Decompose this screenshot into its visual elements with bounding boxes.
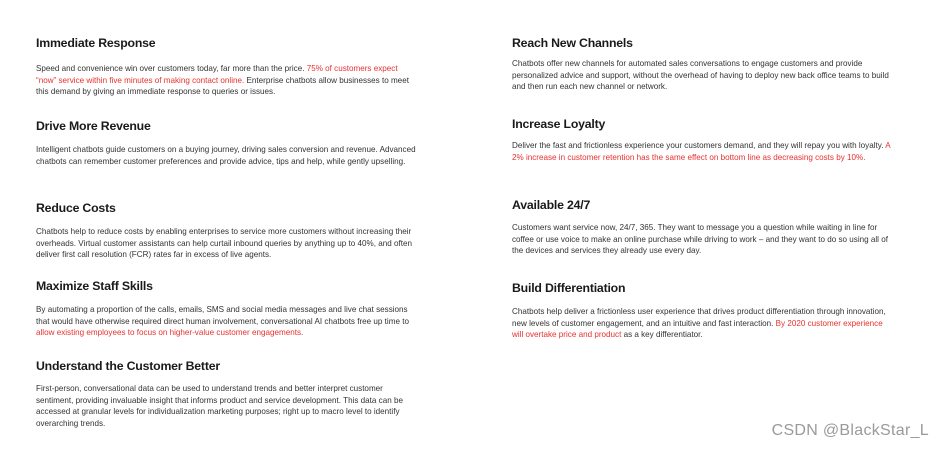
section-body: Chatbots help to reduce costs by enabling enterprises to service more customers without increasing their overheads. Virtual customer assistants can help curtail inbound queries by anything up to 40%, and often deliver first call resolution (FCR) rates far in excess of live agents. (36, 227, 412, 260)
section-body (512, 306, 892, 341)
section-available-24-7 (512, 198, 892, 257)
body-text: Speed and convenience win over customers today, far more than the price. (36, 64, 307, 73)
highlight-text: allow existing employees to focus on higher-value customer engagements (36, 328, 301, 338)
body-text: Enterprise chatbots allow businesses to meet this demand by giving an immediate response to queries or issues. (36, 75, 409, 97)
body-text: Chatbots help deliver a frictionless user experience that drives product differentiation through innovation, new levels of customer engagement, and an intuitive and fast interaction. (512, 307, 886, 328)
section-title: Build Differentiation (512, 281, 626, 295)
section-title: Maximize Staff Skills (36, 279, 153, 293)
section-title: Reach New Channels (512, 36, 633, 50)
highlight-text: A 2% increase in customer retention has the same effect on bottom line as decreasing costs by 10%. (512, 141, 891, 162)
body-text: . (301, 328, 304, 338)
section-body: Intelligent chatbots guide customers on a buying journey, driving sales conversion and revenue. Advanced chatbots can remember customer preferences and provide advice, tips and help, while gently upselling. (36, 145, 416, 166)
section-drive-more-revenue (36, 119, 416, 167)
section-understand-customer (36, 359, 416, 429)
body-text: By automating a proportion of the calls, emails, SMS and social media messages and live chat sessions that would have otherwise required direct human involvement, conversational AI chatbots free up time to (36, 305, 409, 326)
section-reach-new-channels (512, 36, 892, 93)
section-immediate-response (36, 36, 416, 98)
section-title: Immediate Response (36, 36, 156, 50)
highlight-text: By 2020 customer experience will overtake price and product (512, 318, 883, 340)
section-body (36, 304, 416, 339)
csdn-watermark: CSDN @BlackStar_L (771, 422, 929, 439)
section-maximize-staff-skills (36, 279, 416, 339)
section-title: Drive More Revenue (36, 119, 151, 133)
section-body: Chatbots offer new channels for automated sales conversations to engage customers and provide personalized advice and support, without the overhead of having to deploy new back office teams to build and then run each new channel or network. (512, 59, 889, 92)
body-text: Deliver the fast and frictionless experience your customers demand, and they will repay you with loyalty. (512, 141, 886, 150)
section-body: Customers want service now, 24/7, 365. They want to message you a question while waiting in line for coffee or use voice to make an online purchase while driving to work – and they want to do so using all of the devices and services they already use every day. (512, 223, 888, 256)
section-title: Increase Loyalty (512, 117, 606, 131)
section-title: Available 24/7 (512, 198, 591, 212)
section-increase-loyalty (512, 117, 892, 163)
section-title: Understand the Customer Better (36, 359, 220, 373)
section-title: Reduce Costs (36, 201, 116, 215)
section-build-differentiation (512, 281, 892, 341)
section-reduce-costs (36, 201, 416, 261)
section-body (36, 63, 416, 98)
section-body (512, 140, 892, 163)
highlight-text: 75% of customers expect “now” service within five minutes of making contact online. (36, 64, 398, 85)
section-body: First-person, conversational data can be used to understand trends and better interpret customer sentiment, providing invaluable insight that informs product and service development. This data can be accessed at granular levels for individualization marketing purposes; right up to macro level to identify overarching trends. (36, 384, 403, 428)
body-text: as a key differentiator. (621, 330, 703, 340)
